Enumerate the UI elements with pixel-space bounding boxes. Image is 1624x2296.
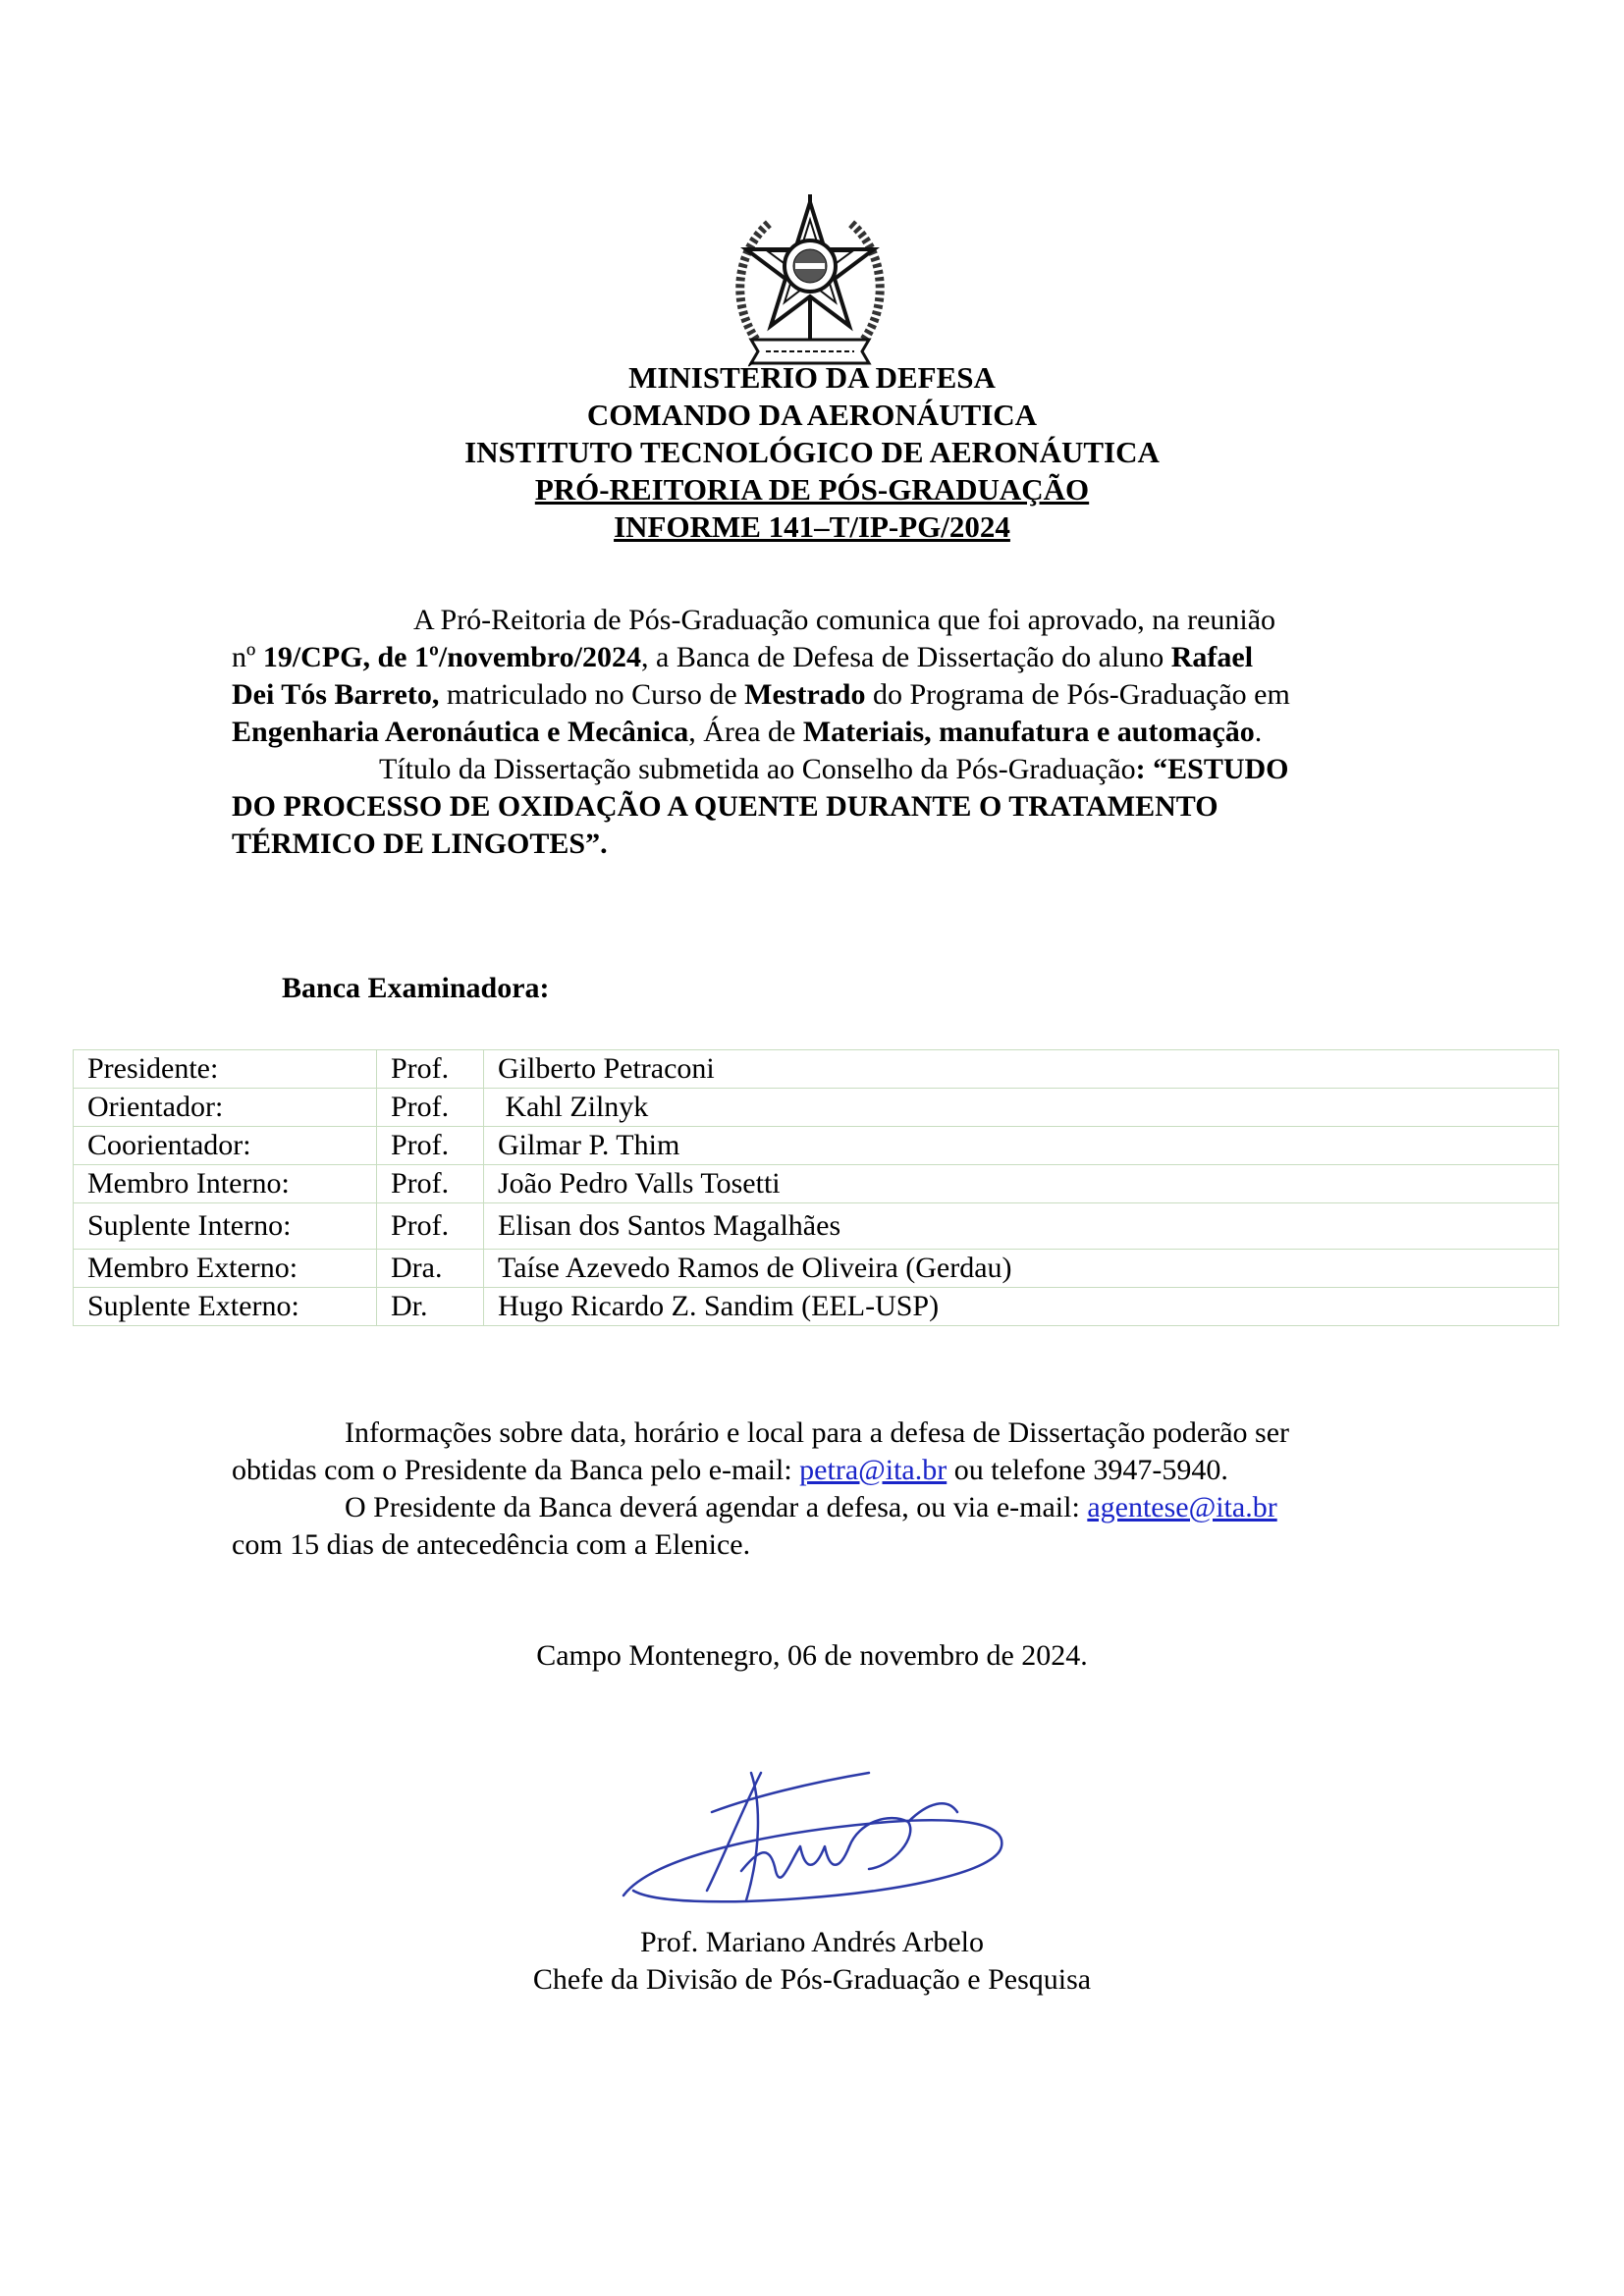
role-cell: Suplente Interno: [74,1203,377,1250]
table-row [74,1203,1559,1250]
info-line-2: obtidas com o Presidente da Banca pelo e-mail: petra@ita.br ou telefone 3947-5940. [232,1454,1228,1486]
intro-line-1: A Pró-Reitoria de Pós-Graduação comunica que foi aprovado, na reunião [413,604,1276,636]
name-cell: Kahl Zilnyk [484,1089,1559,1127]
title-cell: Dra. [377,1250,484,1288]
name-cell: João Pedro Valls Tosetti [484,1165,1559,1203]
signer-block [0,1924,1624,1999]
coat-of-arms-emblem [727,192,893,369]
info-section [232,1415,1393,1564]
table-row [74,1050,1559,1089]
info-line-1: Informações sobre data, horário e local para a defesa de Dissertação poderão ser [345,1416,1290,1449]
agentese-email-link[interactable]: agentese@ita.br [1087,1491,1277,1523]
role-cell: Orientador: [74,1089,377,1127]
place-date: Campo Montenegro, 06 de novembro de 2024. [536,1639,1088,1672]
header-command: COMANDO DA AERONÁUTICA [586,398,1038,432]
banca-table [73,1049,1559,1326]
name-cell: Gilberto Petraconi [484,1050,1559,1089]
intro-line-2: nº 19/CPG, de 1º/novembro/2024, a Banca de Defesa de Dissertação do aluno Rafael [232,641,1254,673]
title-cell: Prof. [377,1165,484,1203]
table-row [74,1250,1559,1288]
signer-role: Chefe da Divisão de Pós-Graduação e Pesquisa [532,1963,1092,1996]
signer-name: Prof. Mariano Andrés Arbelo [640,1926,984,1958]
header-informe-number: INFORME 141–T/IP-PG/2024 [614,509,1010,544]
table-row [74,1165,1559,1203]
dissertation-title-line-3: TÉRMICO DE LINGOTES”. [232,828,608,860]
intro-section [232,602,1393,863]
name-cell: Hugo Ricardo Z. Sandim (EEL-USP) [484,1288,1559,1326]
president-email-link[interactable]: petra@ita.br [799,1454,947,1486]
title-cell: Prof. [377,1050,484,1089]
role-cell: Suplente Externo: [74,1288,377,1326]
document-header [0,359,1624,546]
header-ministry: MINISTÉRIO DA DEFESA [628,360,996,395]
banca-label: Banca Examinadora: [282,972,550,1004]
header-institute: INSTITUTO TECNOLÓGICO DE AERONÁUTICA [464,435,1160,469]
intro-line-3: Dei Tós Barreto, matriculado no Curso de Mestrado do Programa de Pós-Graduação em [232,678,1290,711]
role-cell: Presidente: [74,1050,377,1089]
title-cell: Dr. [377,1288,484,1326]
table-row [74,1288,1559,1326]
name-cell: Elisan dos Santos Magalhães [484,1203,1559,1250]
info-line-4: com 15 dias de antecedência com a Elenice. [232,1528,751,1561]
info-line-3: O Presidente da Banca deverá agendar a defesa, ou via e-mail: agentese@ita.br [345,1491,1277,1523]
name-cell: Gilmar P. Thim [484,1127,1559,1165]
table-row [74,1089,1559,1127]
dissertation-title-line-1: Título da Dissertação submetida ao Conselho da Pós-Graduação: “ESTUDO [379,753,1289,785]
table-row [74,1127,1559,1165]
title-cell: Prof. [377,1089,484,1127]
header-pro-reitoria: PRÓ-REITORIA DE PÓS-GRADUAÇÃO [534,472,1090,507]
role-cell: Membro Interno: [74,1165,377,1203]
role-cell: Membro Externo: [74,1250,377,1288]
dissertation-title-line-2: DO PROCESSO DE OXIDAÇÃO A QUENTE DURANTE O TRATAMENTO [232,790,1218,823]
title-cell: Prof. [377,1203,484,1250]
role-cell: Coorientador: [74,1127,377,1165]
name-cell: Taíse Azevedo Ramos de Oliveira (Gerdau) [484,1250,1559,1288]
intro-line-4: Engenharia Aeronáutica e Mecânica, Área de Materiais, manufatura e automação. [232,716,1263,748]
title-cell: Prof. [377,1127,484,1165]
handwritten-signature [614,1753,1016,1930]
